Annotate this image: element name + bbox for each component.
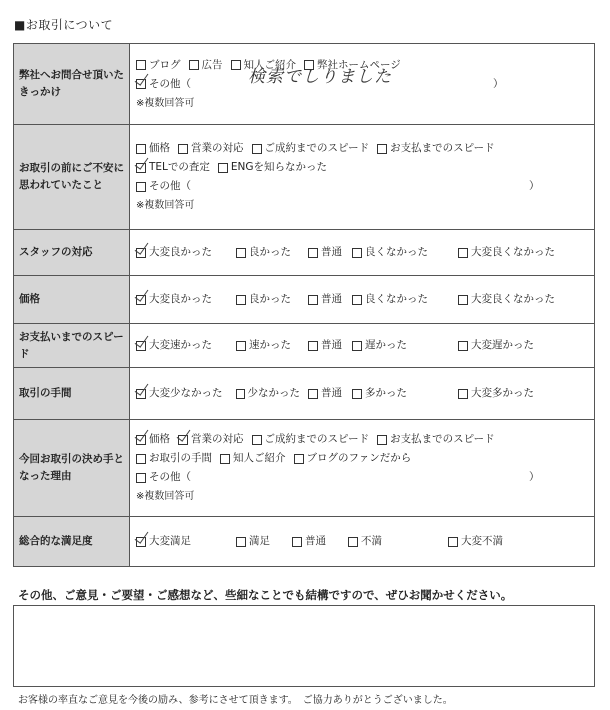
checkbox-icon[interactable] bbox=[218, 163, 228, 173]
option-payment-speed[interactable]: お支払までのスピード bbox=[377, 430, 495, 449]
close-paren: ） bbox=[529, 471, 540, 483]
row-options bbox=[130, 230, 595, 276]
row-deciding-factor bbox=[14, 420, 595, 517]
rating-option-4[interactable]: 良くなかった bbox=[352, 243, 450, 262]
row-options bbox=[130, 125, 595, 230]
checkbox-icon[interactable] bbox=[348, 537, 358, 547]
option-price[interactable]: 価格 bbox=[136, 430, 170, 449]
comments-textarea[interactable] bbox=[13, 605, 595, 687]
checkbox-checked-icon[interactable] bbox=[136, 389, 146, 399]
checkbox-icon[interactable] bbox=[136, 144, 146, 154]
rating-option-3[interactable]: 普通 bbox=[308, 290, 344, 309]
rating-option-2[interactable]: 速かった bbox=[236, 336, 300, 355]
rating-option-5[interactable]: 大変多かった bbox=[458, 384, 534, 403]
checkbox-icon[interactable] bbox=[189, 60, 199, 70]
option-other[interactable]: その他（ bbox=[136, 177, 191, 196]
rating-option-3[interactable]: 普通 bbox=[292, 532, 340, 551]
rating-option-5[interactable]: 大変不満 bbox=[448, 532, 503, 551]
rating-option-5[interactable]: 大変良くなかった bbox=[458, 290, 555, 309]
checkbox-icon[interactable] bbox=[236, 389, 245, 399]
row-options bbox=[130, 420, 595, 517]
rating-option-2[interactable]: 良かった bbox=[236, 243, 300, 262]
row-options bbox=[130, 276, 595, 324]
row-label: お支払いまでのスピード bbox=[14, 324, 130, 368]
row-options bbox=[130, 517, 595, 567]
checkbox-icon[interactable] bbox=[352, 295, 362, 305]
row-staff-response bbox=[14, 230, 595, 276]
checkbox-icon[interactable] bbox=[178, 144, 188, 154]
checkbox-icon[interactable] bbox=[458, 295, 468, 305]
close-paren: ） bbox=[529, 180, 540, 192]
checkbox-icon[interactable] bbox=[136, 182, 146, 192]
checkbox-icon[interactable] bbox=[252, 435, 262, 445]
row-label: 価格 bbox=[14, 276, 130, 324]
row-label: スタッフの対応 bbox=[14, 230, 130, 276]
row-price bbox=[14, 276, 595, 324]
checkbox-icon[interactable] bbox=[294, 454, 304, 464]
option-referral[interactable]: 知人ご紹介 bbox=[220, 449, 286, 468]
row-transaction-effort bbox=[14, 368, 595, 420]
checkbox-icon[interactable] bbox=[308, 389, 318, 399]
checkbox-icon[interactable] bbox=[236, 341, 246, 351]
rating-option-2[interactable]: 満足 bbox=[236, 532, 284, 551]
option-sales-response[interactable]: 営業の対応 bbox=[178, 430, 244, 449]
multi-answer-note: ※複数回答可 bbox=[136, 200, 195, 211]
rating-option-2[interactable]: 良かった bbox=[236, 290, 300, 309]
checkbox-icon[interactable] bbox=[352, 341, 362, 351]
option-sales-response[interactable]: 営業の対応 bbox=[178, 139, 244, 158]
rating-option-1[interactable]: 大変良かった bbox=[136, 290, 228, 309]
option-effort[interactable]: お取引の手間 bbox=[136, 449, 212, 468]
row-overall-satisfaction bbox=[14, 517, 595, 567]
option-eng-unknown[interactable]: ENGを知らなかった bbox=[218, 158, 327, 177]
option-ads[interactable]: 広告 bbox=[189, 56, 223, 75]
comments-title: その他、ご意見・ご要望・ご感想など、些細なことでも結構ですので、ぜひお聞かせください。 bbox=[18, 588, 513, 602]
checkbox-icon[interactable] bbox=[236, 537, 246, 547]
checkbox-icon[interactable] bbox=[236, 248, 246, 258]
page-title: ■お取引について bbox=[14, 18, 114, 32]
option-homepage[interactable]: 弊社ホームページ bbox=[304, 56, 401, 75]
checkbox-icon[interactable] bbox=[292, 537, 302, 547]
checkbox-icon[interactable] bbox=[352, 389, 362, 399]
rating-option-3[interactable]: 普通 bbox=[308, 336, 344, 355]
close-paren: ） bbox=[493, 77, 504, 90]
rating-option-1[interactable]: 大変速かった bbox=[136, 336, 228, 355]
checkbox-icon[interactable] bbox=[308, 295, 318, 305]
option-blog-fan[interactable]: ブログのファンだから bbox=[294, 449, 412, 468]
row-payment-speed bbox=[14, 324, 595, 368]
option-payment-speed[interactable]: お支払までのスピード bbox=[377, 139, 495, 158]
rating-option-1[interactable]: 大変少なかった bbox=[136, 384, 228, 403]
handwritten-answer: 検索でしりました bbox=[248, 67, 392, 87]
checkbox-icon[interactable] bbox=[231, 60, 241, 70]
option-other[interactable]: その他（ bbox=[136, 75, 191, 94]
option-other[interactable]: その他（ bbox=[136, 468, 191, 487]
rating-option-1[interactable]: 大変良かった bbox=[136, 243, 228, 262]
row-label: 取引の手間 bbox=[14, 368, 130, 420]
checkbox-icon[interactable] bbox=[352, 248, 362, 258]
row-inquiry-trigger bbox=[14, 44, 595, 125]
row-options bbox=[130, 324, 595, 368]
row-concerns bbox=[14, 125, 595, 230]
row-label: 総合的な満足度 bbox=[14, 517, 130, 567]
checkbox-icon[interactable] bbox=[448, 537, 458, 547]
checkbox-icon[interactable] bbox=[236, 295, 246, 305]
rating-option-3[interactable]: 普通 bbox=[308, 243, 344, 262]
rating-option-3[interactable]: 普通 bbox=[308, 384, 344, 403]
rating-option-4[interactable]: 良くなかった bbox=[352, 290, 450, 309]
checkbox-icon[interactable] bbox=[377, 144, 387, 154]
checkbox-icon[interactable] bbox=[308, 248, 318, 258]
checkbox-checked-icon[interactable] bbox=[136, 435, 146, 445]
checkbox-icon[interactable] bbox=[308, 341, 318, 351]
checkbox-icon[interactable] bbox=[458, 389, 468, 399]
checkbox-checked-icon[interactable] bbox=[178, 435, 188, 445]
option-tel-assessment[interactable]: TELでの査定 bbox=[136, 158, 210, 177]
rating-option-1[interactable]: 大変満足 bbox=[136, 532, 228, 551]
rating-option-4[interactable]: 遅かった bbox=[352, 336, 450, 355]
multi-answer-note: ※複数回答可 bbox=[136, 97, 195, 109]
option-contract-speed[interactable]: ご成約までのスピード bbox=[252, 430, 370, 449]
row-label: 弊社へお問合せ頂いたきっかけ bbox=[14, 44, 130, 125]
checkbox-icon[interactable] bbox=[377, 435, 387, 445]
footer-text: お客様の率直なご意見を今後の励み、参考にさせて頂きます。 ご協力ありがとうございました。 bbox=[18, 695, 453, 706]
checkbox-icon[interactable] bbox=[458, 248, 468, 258]
rating-option-2[interactable]: 少なかった bbox=[236, 384, 300, 403]
checkbox-icon[interactable] bbox=[136, 473, 146, 483]
row-options bbox=[130, 44, 595, 125]
row-label: お取引の前にご不安に思われていたこと bbox=[14, 125, 130, 230]
checkbox-icon[interactable] bbox=[252, 144, 262, 154]
checkbox-checked-icon[interactable] bbox=[136, 295, 146, 305]
rating-option-4[interactable]: 多かった bbox=[352, 384, 450, 403]
checkbox-icon[interactable] bbox=[136, 454, 146, 464]
checkbox-checked-icon[interactable] bbox=[136, 537, 146, 547]
option-price[interactable]: 価格 bbox=[136, 139, 170, 158]
checkbox-checked-icon[interactable] bbox=[136, 79, 146, 89]
rating-option-4[interactable]: 不満 bbox=[348, 532, 440, 551]
rating-option-5[interactable]: 大変良くなかった bbox=[458, 243, 555, 262]
checkbox-checked-icon[interactable] bbox=[136, 341, 146, 351]
checkbox-checked-icon[interactable] bbox=[136, 248, 146, 258]
checkbox-icon[interactable] bbox=[136, 60, 146, 70]
row-options bbox=[130, 368, 595, 420]
option-contract-speed[interactable]: ご成約までのスピード bbox=[252, 139, 370, 158]
checkbox-icon[interactable] bbox=[220, 454, 230, 464]
rating-option-5[interactable]: 大変遅かった bbox=[458, 336, 534, 355]
multi-answer-note: ※複数回答可 bbox=[136, 491, 195, 502]
checkbox-icon[interactable] bbox=[458, 341, 468, 351]
option-referral[interactable]: 知人ご紹介 bbox=[231, 56, 297, 75]
row-label: 今回お取引の決め手となった理由 bbox=[14, 420, 130, 517]
checkbox-checked-icon[interactable] bbox=[136, 163, 146, 173]
option-blog[interactable]: ブログ bbox=[136, 56, 181, 75]
survey-table bbox=[13, 43, 595, 567]
